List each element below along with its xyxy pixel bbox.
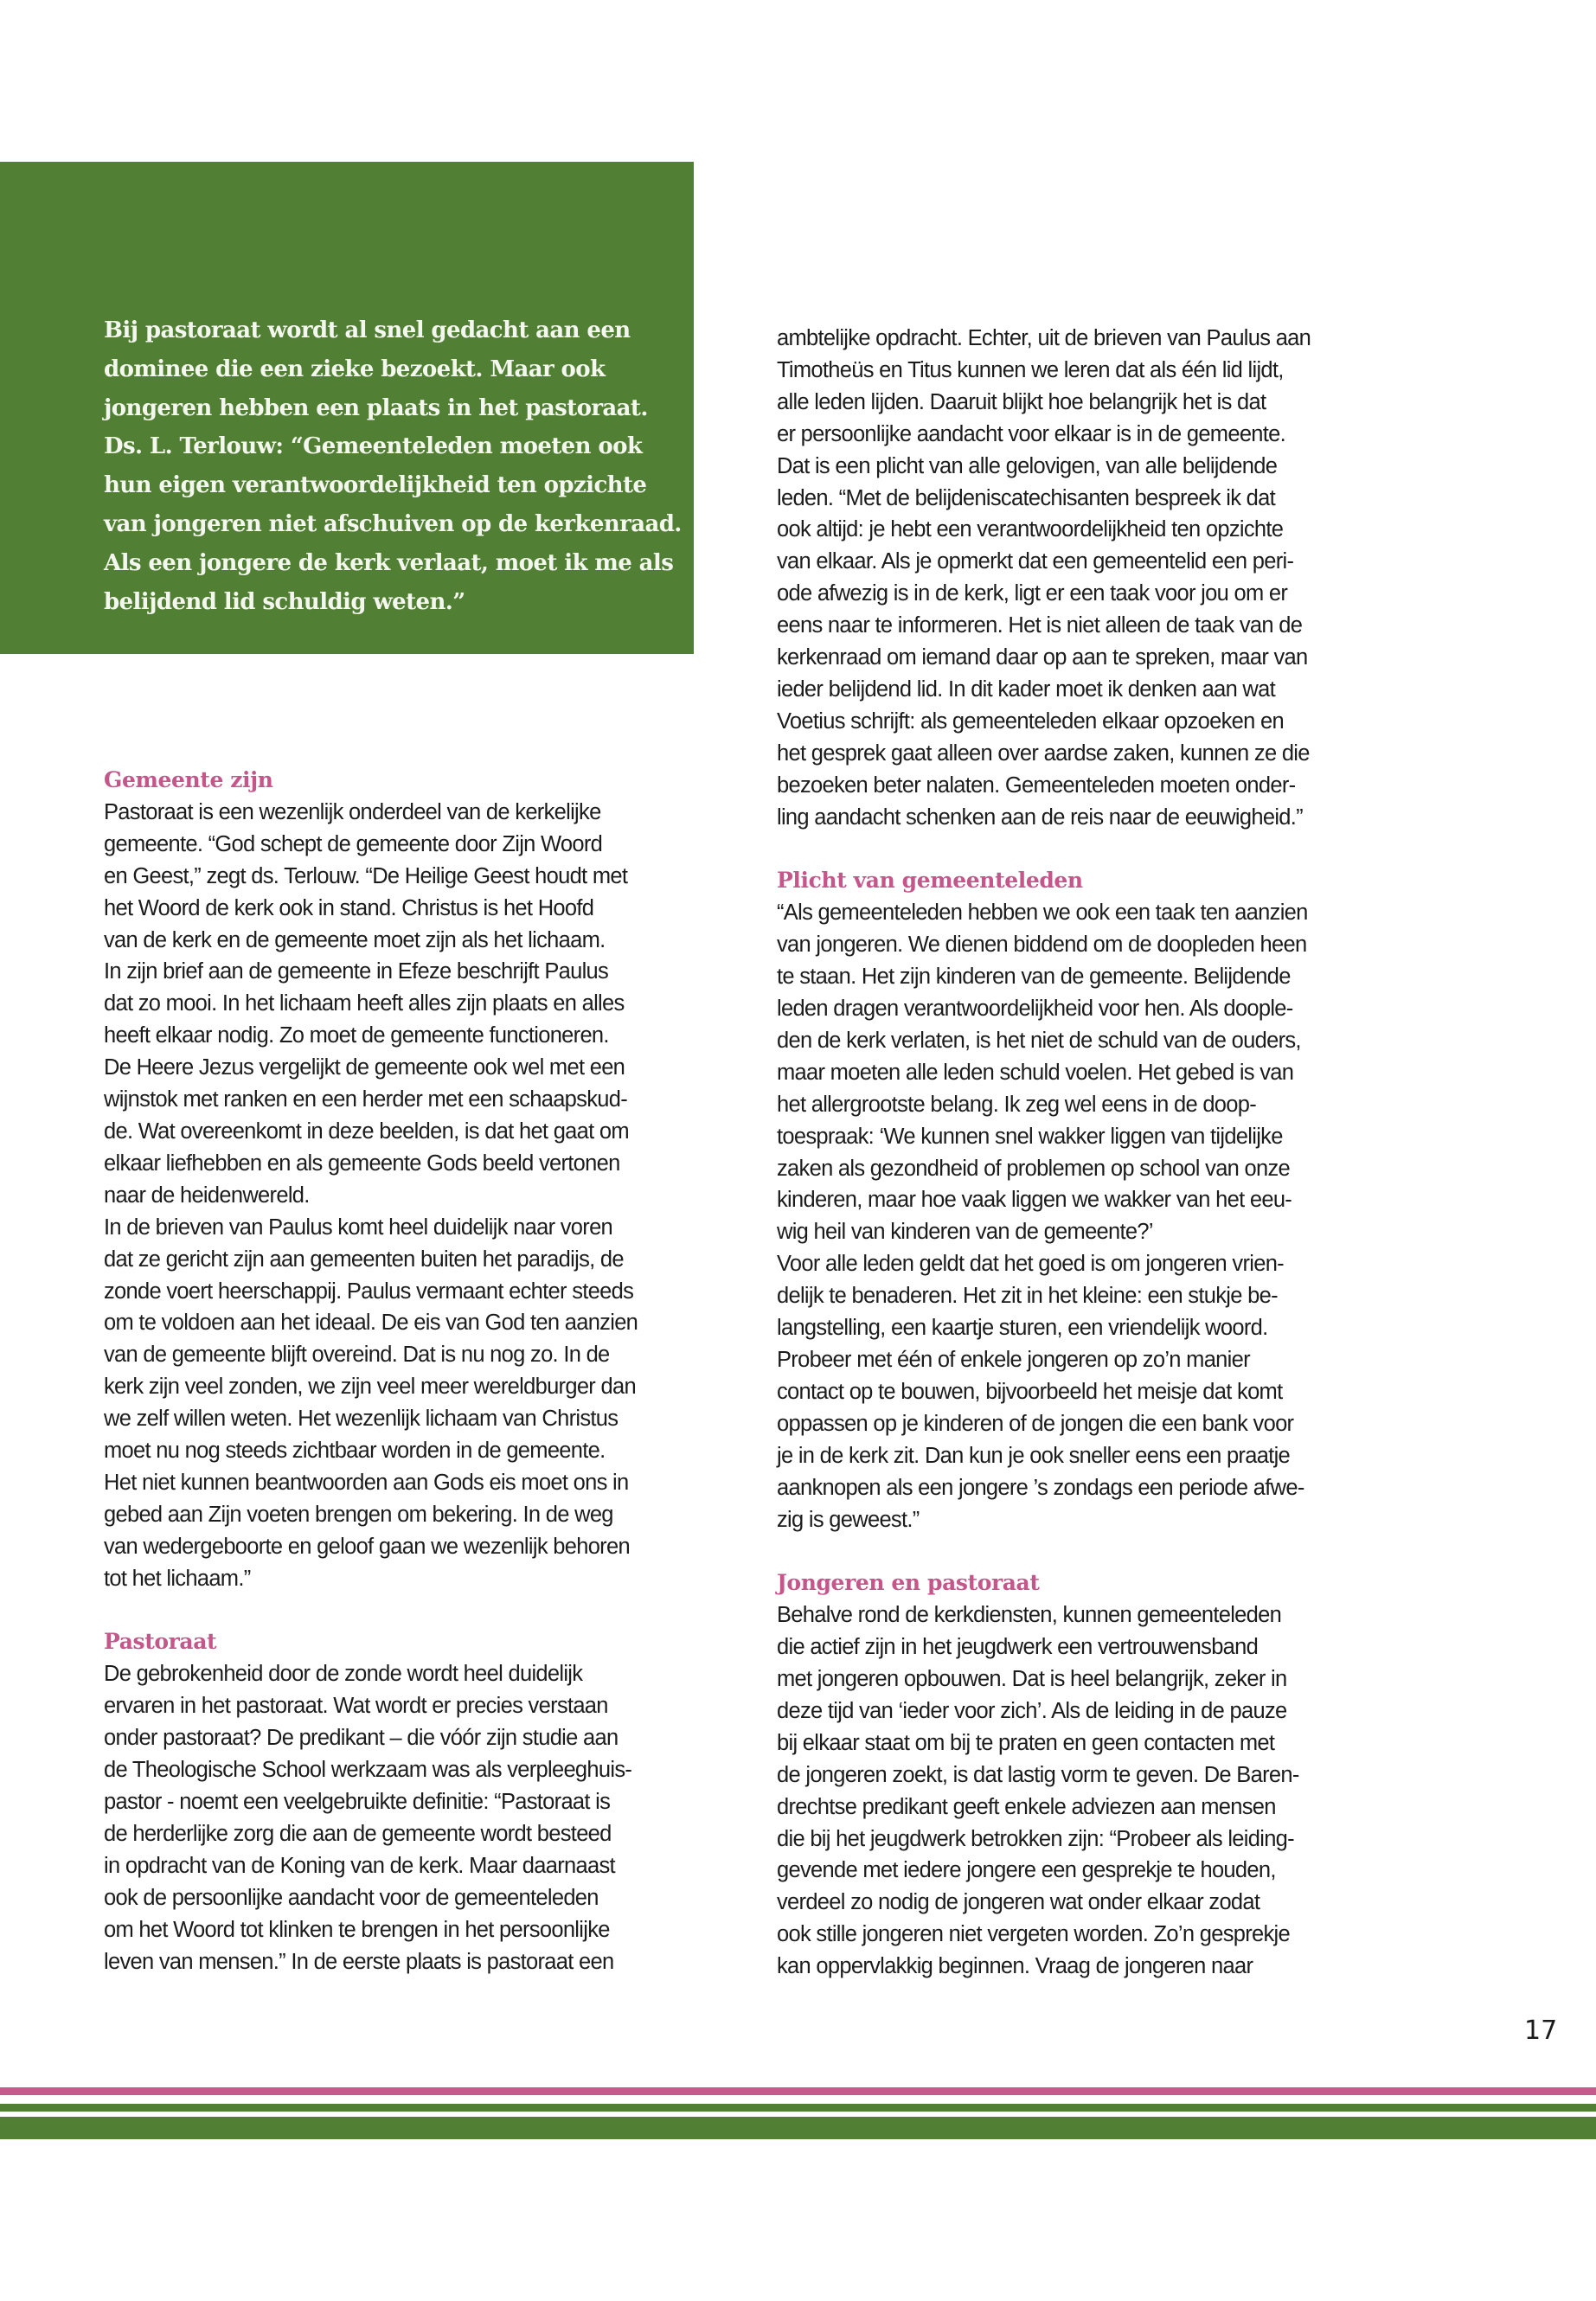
- text-line: leden dragen verantwoordelijkheid voor hen. Als doople-: [777, 997, 1293, 1022]
- text-line: zaken als gezondheid of problemen op school van onze: [777, 1156, 1291, 1181]
- text-line: eens naar te informeren. Het is niet alleen de taak van de: [777, 613, 1303, 638]
- text-line: kerkenraad om iemand daar op aan te spreken, maar van: [777, 645, 1308, 670]
- intro-line: Als een jongere de kerk verlaat, moet ik me als: [104, 549, 674, 576]
- text-line: om te voldoen aan het ideaal. De eis van God ten aanzien: [104, 1311, 638, 1336]
- text-line: de. Wat overeenkomt in deze beelden, is dat het gaat om: [104, 1118, 629, 1144]
- text-line: er persoonlijke aandacht voor elkaar is in de gemeente.: [777, 421, 1286, 446]
- text-line: naar de heidenwereld.: [104, 1183, 310, 1208]
- section-gap: [104, 1595, 709, 1627]
- text-line: In zijn brief aan de gemeente in Efeze beschrijft Paulus: [104, 959, 609, 984]
- text-line: heeft elkaar nodig. Zo moet de gemeente functioneren.: [104, 1023, 609, 1048]
- text-line: en Geest,” zegt ds. Terlouw. “De Heilige Geest houdt met: [104, 863, 628, 888]
- text-line: bij elkaar staat om bij te praten en geen contacten met: [777, 1730, 1275, 1755]
- text-line: bezoeken beter nalaten. Gemeenteleden moeten onder-: [777, 772, 1296, 798]
- section-body-pastoraat: [104, 1658, 709, 1977]
- intro-line: Bij pastoraat wordt al snel gedacht aan een: [104, 317, 631, 343]
- text-line: de herderlijke zorg die aan de gemeente wordt besteed: [104, 1821, 612, 1846]
- text-line: te staan. Het zijn kinderen van de gemeente. Belijdende: [777, 965, 1291, 990]
- text-line: in opdracht van de Koning van de kerk. Maar daarnaast: [104, 1853, 615, 1878]
- intro-line: belijdend lid schuldig weten.”: [104, 588, 465, 615]
- text-line: langstelling, een kaartje sturen, een vriendelijk woord.: [777, 1316, 1268, 1341]
- section-heading-plicht-van-gemeenteleden: Plicht van gemeenteleden: [777, 868, 1083, 894]
- text-line: elkaar liefhebben en als gemeente Gods beeld vertonen: [104, 1150, 620, 1176]
- text-line: Probeer met één of enkele jongeren op zo’n manier: [777, 1347, 1250, 1372]
- text-line: Timotheüs en Titus kunnen we leren dat als één lid lijdt,: [777, 357, 1284, 382]
- text-line: moet nu nog steeds zichtbaar worden in de gemeente.: [104, 1439, 606, 1464]
- text-line: gemeente. “God schept de gemeente door Zijn Woord: [104, 831, 603, 856]
- text-line: de Theologische School werkzaam was als verpleeghuis-: [104, 1758, 632, 1783]
- text-line: kerk zijn veel zonden, we zijn veel meer wereldburger dan: [104, 1375, 636, 1400]
- text-line: De gebrokenheid door de zonde wordt heel duidelijk: [104, 1662, 583, 1687]
- text-line: om het Woord tot klinken te brengen in het persoonlijke: [104, 1917, 610, 1942]
- intro-line: dominee die een zieke bezoekt. Maar ook: [104, 356, 606, 382]
- intro-line: van jongeren niet afschuiven op de kerkenraad.: [104, 510, 682, 537]
- text-line: alle leden lijden. Daaruit blijkt hoe belangrijk het is dat: [777, 389, 1266, 414]
- section-gap: [777, 1535, 1382, 1567]
- text-line: het Woord de kerk ook in stand. Christus is het Hoofd: [104, 895, 594, 920]
- text-line: drechtse predikant geeft enkele adviezen aan mensen: [777, 1794, 1276, 1819]
- text-line: ambtelijke opdracht. Echter, uit de brieven van Paulus aan: [777, 326, 1311, 350]
- text-line: je in de kerk zit. Dan kun je ook sneller eens een praatje: [777, 1443, 1291, 1468]
- intro-line: jongeren hebben een plaats in het pastoraat.: [104, 394, 648, 421]
- text-line: verdeel zo nodig de jongeren wat onder elkaar zodat: [777, 1890, 1260, 1915]
- text-line: van wedergeboorte en geloof gaan we wezenlijk behoren: [104, 1534, 630, 1559]
- text-line: die actief zijn in het jeugdwerk een vertrouwensband: [777, 1635, 1259, 1660]
- intro-line: hun eigen verantwoordelijkheid ten opzichte: [104, 472, 647, 499]
- intro-text: [104, 311, 692, 621]
- section-heading-gemeente-zijn: Gemeente zijn: [104, 767, 273, 792]
- text-line: ode afwezig is in de kerk, ligt er een taak voor jou om er: [777, 581, 1288, 606]
- text-line: Voor alle leden geldt dat het goed is om jongeren vrien-: [777, 1252, 1284, 1277]
- text-line: ook de persoonlijke aandacht voor de gemeenteleden: [104, 1885, 599, 1910]
- text-line: die bij het jeugdwerk betrokken zijn: “Probeer als leiding-: [777, 1826, 1294, 1851]
- text-line: ling aandacht schenken aan de reis naar de eeuwigheid.”: [777, 804, 1303, 830]
- text-line: contact op te bouwen, bijvoorbeeld het meisje dat komt: [777, 1379, 1283, 1404]
- section-heading-jongeren-en-pastoraat: Jongeren en pastoraat: [777, 1570, 1040, 1596]
- continued-text: [777, 323, 1382, 834]
- text-line: leden. “Met de belijdeniscatechisanten bespreek ik dat: [777, 485, 1275, 510]
- text-line: toespraak: ‘We kunnen snel wakker liggen van tijdelijke: [777, 1124, 1283, 1149]
- text-line: deze tijd van ‘ieder voor zich’. Als de leiding in de pauze: [777, 1698, 1287, 1723]
- text-line: van elkaar. Als je opmerkt dat een gemeentelid een peri-: [777, 549, 1294, 574]
- text-line: kinderen, maar hoe vaak liggen we wakker van het eeu-: [777, 1188, 1292, 1213]
- section-gap: [777, 834, 1382, 866]
- text-line: wig heil van kinderen van de gemeente?’: [777, 1220, 1153, 1245]
- text-line: oppassen op je kinderen of de jongen die een bank voor: [777, 1411, 1294, 1436]
- text-line: wijnstok met ranken en een herder met een schaapskud-: [104, 1087, 628, 1112]
- text-line: ervaren in het pastoraat. Wat wordt er precies verstaan: [104, 1694, 608, 1719]
- section-body-jongeren-en-pastoraat: [777, 1599, 1382, 1983]
- text-line: leven van mensen.” In de eerste plaats is pastoraat een: [104, 1949, 614, 1974]
- text-line: zig is geweest.”: [777, 1507, 920, 1532]
- text-line: De Heere Jezus vergelijkt de gemeente ook wel met een: [104, 1055, 625, 1080]
- text-line: Pastoraat is een wezenlijk onderdeel van de kerkelijke: [104, 799, 601, 824]
- section-body-gemeente-zijn: [104, 797, 709, 1595]
- text-line: Dat is een plicht van alle gelovigen, van alle belijdende: [777, 453, 1278, 478]
- text-line: pastor - noemt een veelgebruikte definitie: “Pastoraat is: [104, 1789, 611, 1814]
- text-line: het gesprek gaat alleen over aardse zaken, kunnen ze die: [777, 740, 1310, 766]
- text-line: ook stille jongeren niet vergeten worden. Zo’n gesprekje: [777, 1922, 1291, 1947]
- text-line: we zelf willen weten. Het wezenlijk lichaam van Christus: [104, 1407, 619, 1432]
- text-line: In de brieven van Paulus komt heel duidelijk naar voren: [104, 1215, 613, 1240]
- text-line: “Als gemeenteleden hebben we ook een taak ten aanzien: [777, 901, 1308, 926]
- footer-stripe-green-thick: [0, 2117, 1596, 2139]
- left-column: [104, 765, 709, 1977]
- text-line: maar moeten alle leden schuld voelen. Het gebed is van: [777, 1060, 1294, 1085]
- right-column: [777, 323, 1382, 1983]
- text-line: den de kerk verlaten, is het niet de schuld van de ouders,: [777, 1028, 1301, 1053]
- section-body-plicht-van-gemeenteleden: [777, 897, 1382, 1535]
- text-line: gebed aan Zijn voeten brengen om bekering. In de weg: [104, 1502, 613, 1527]
- text-line: met jongeren opbouwen. Dat is heel belangrijk, zeker in: [777, 1667, 1287, 1692]
- footer-stripe-pink: [0, 2087, 1596, 2095]
- section-heading-pastoraat: Pastoraat: [104, 1629, 217, 1655]
- text-line: tot het lichaam.”: [104, 1566, 251, 1591]
- text-line: zonde voert heerschappij. Paulus vermaant echter steeds: [104, 1279, 634, 1304]
- text-line: gevende met iedere jongere een gesprekje te houden,: [777, 1858, 1276, 1883]
- text-line: van de kerk en de gemeente moet zijn als het lichaam.: [104, 927, 606, 952]
- page-number: 17: [1524, 2016, 1558, 2046]
- text-line: dat zo mooi. In het lichaam heeft alles zijn plaats en alles: [104, 991, 625, 1016]
- text-line: kan oppervlakkig beginnen. Vraag de jongeren naar: [777, 1954, 1253, 1979]
- text-line: delijk te benaderen. Het zit in het kleine: een stukje be-: [777, 1284, 1278, 1309]
- text-line: het allergrootste belang. Ik zeg wel eens in de doop-: [777, 1092, 1257, 1117]
- footer-stripe-green-thin: [0, 2104, 1596, 2112]
- text-line: de jongeren zoekt, is dat lastig vorm te geven. De Baren-: [777, 1762, 1299, 1787]
- text-line: Het niet kunnen beantwoorden aan Gods eis moet ons in: [104, 1470, 629, 1495]
- intro-line: Ds. L. Terlouw: “Gemeenteleden moeten ook: [104, 433, 643, 460]
- text-line: Behalve rond de kerkdiensten, kunnen gemeenteleden: [777, 1603, 1282, 1628]
- text-line: aanknopen als een jongere ’s zondags een periode afwe-: [777, 1475, 1304, 1500]
- text-line: van jongeren. We dienen biddend om de doopleden heen: [777, 933, 1307, 958]
- text-line: dat ze gericht zijn aan gemeenten buiten het paradijs, de: [104, 1247, 624, 1272]
- text-line: van de gemeente blijft overeind. Dat is nu nog zo. In de: [104, 1343, 610, 1368]
- text-line: ook altijd: je hebt een verantwoordelijkheid ten opzichte: [777, 517, 1284, 542]
- text-line: ieder belijdend lid. In dit kader moet ik denken aan wat: [777, 676, 1276, 702]
- text-line: onder pastoraat? De predikant – die vóór zijn studie aan: [104, 1726, 619, 1751]
- text-line: Voetius schrijft: als gemeenteleden elkaar opzoeken en: [777, 708, 1284, 734]
